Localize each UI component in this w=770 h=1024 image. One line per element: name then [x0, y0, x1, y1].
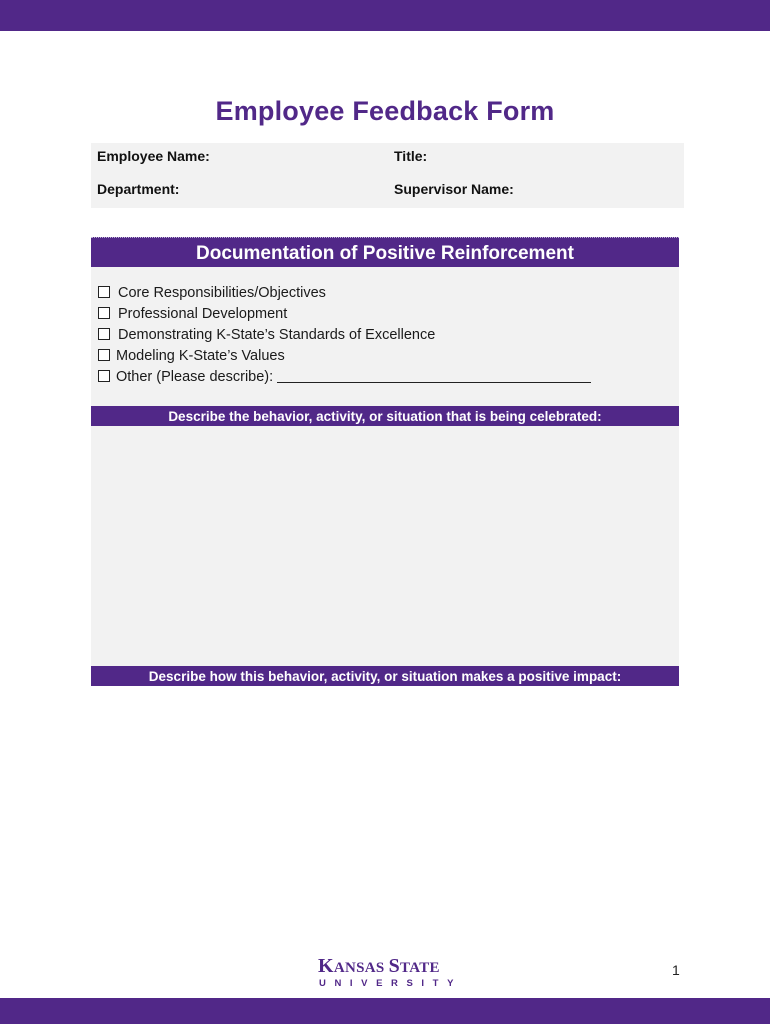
page-title: Employee Feedback Form	[215, 96, 555, 126]
celebrated-prompt: Describe the behavior, activity, or situation that is being celebrated:	[91, 406, 679, 426]
page-number: 1	[672, 962, 680, 978]
impact-answer-area[interactable]	[91, 687, 679, 927]
checkbox-icon[interactable]	[98, 370, 110, 382]
checkbox-icon[interactable]	[98, 307, 110, 319]
positive-reinforcement-section	[91, 237, 679, 406]
supervisor-name-label: Supervisor Name:	[394, 181, 514, 197]
checkbox-core-responsibilities[interactable]	[98, 285, 326, 301]
impact-prompt: Describe how this behavior, activity, or situation makes a positive impact:	[91, 666, 679, 686]
logo-wordmark: KANSAS STATE	[318, 955, 440, 977]
checkbox-icon[interactable]	[98, 328, 110, 340]
checkbox-icon[interactable]	[98, 286, 110, 298]
checkbox-modeling-values[interactable]	[98, 348, 285, 364]
checkbox-standards-of-excellence[interactable]	[98, 327, 435, 343]
department-label: Department:	[97, 181, 180, 197]
checkbox-label: Professional Development	[118, 306, 288, 322]
checkbox-icon[interactable]	[98, 349, 110, 361]
checkbox-label: Modeling K-State’s Values	[116, 348, 285, 364]
bottom-brand-bar	[0, 998, 770, 1024]
checkbox-label: Demonstrating K-State’s Standards of Excellence	[118, 327, 436, 343]
checkbox-other[interactable]	[98, 369, 591, 385]
kansas-state-logo	[318, 955, 463, 991]
employee-name-label: Employee Name:	[97, 148, 210, 164]
other-describe-line[interactable]	[277, 382, 591, 383]
top-brand-bar	[0, 0, 770, 31]
celebrated-answer-area[interactable]	[91, 426, 679, 666]
checkbox-label: Core Responsibilities/Objectives	[118, 285, 326, 301]
checkbox-professional-development[interactable]	[98, 306, 287, 322]
title-label: Title:	[394, 148, 428, 164]
checkbox-label: Other (Please describe):	[116, 369, 274, 385]
section-heading: Documentation of Positive Reinforcement	[91, 237, 679, 267]
logo-university-text: UNIVERSITY	[319, 978, 463, 989]
employee-info-panel	[91, 143, 684, 208]
